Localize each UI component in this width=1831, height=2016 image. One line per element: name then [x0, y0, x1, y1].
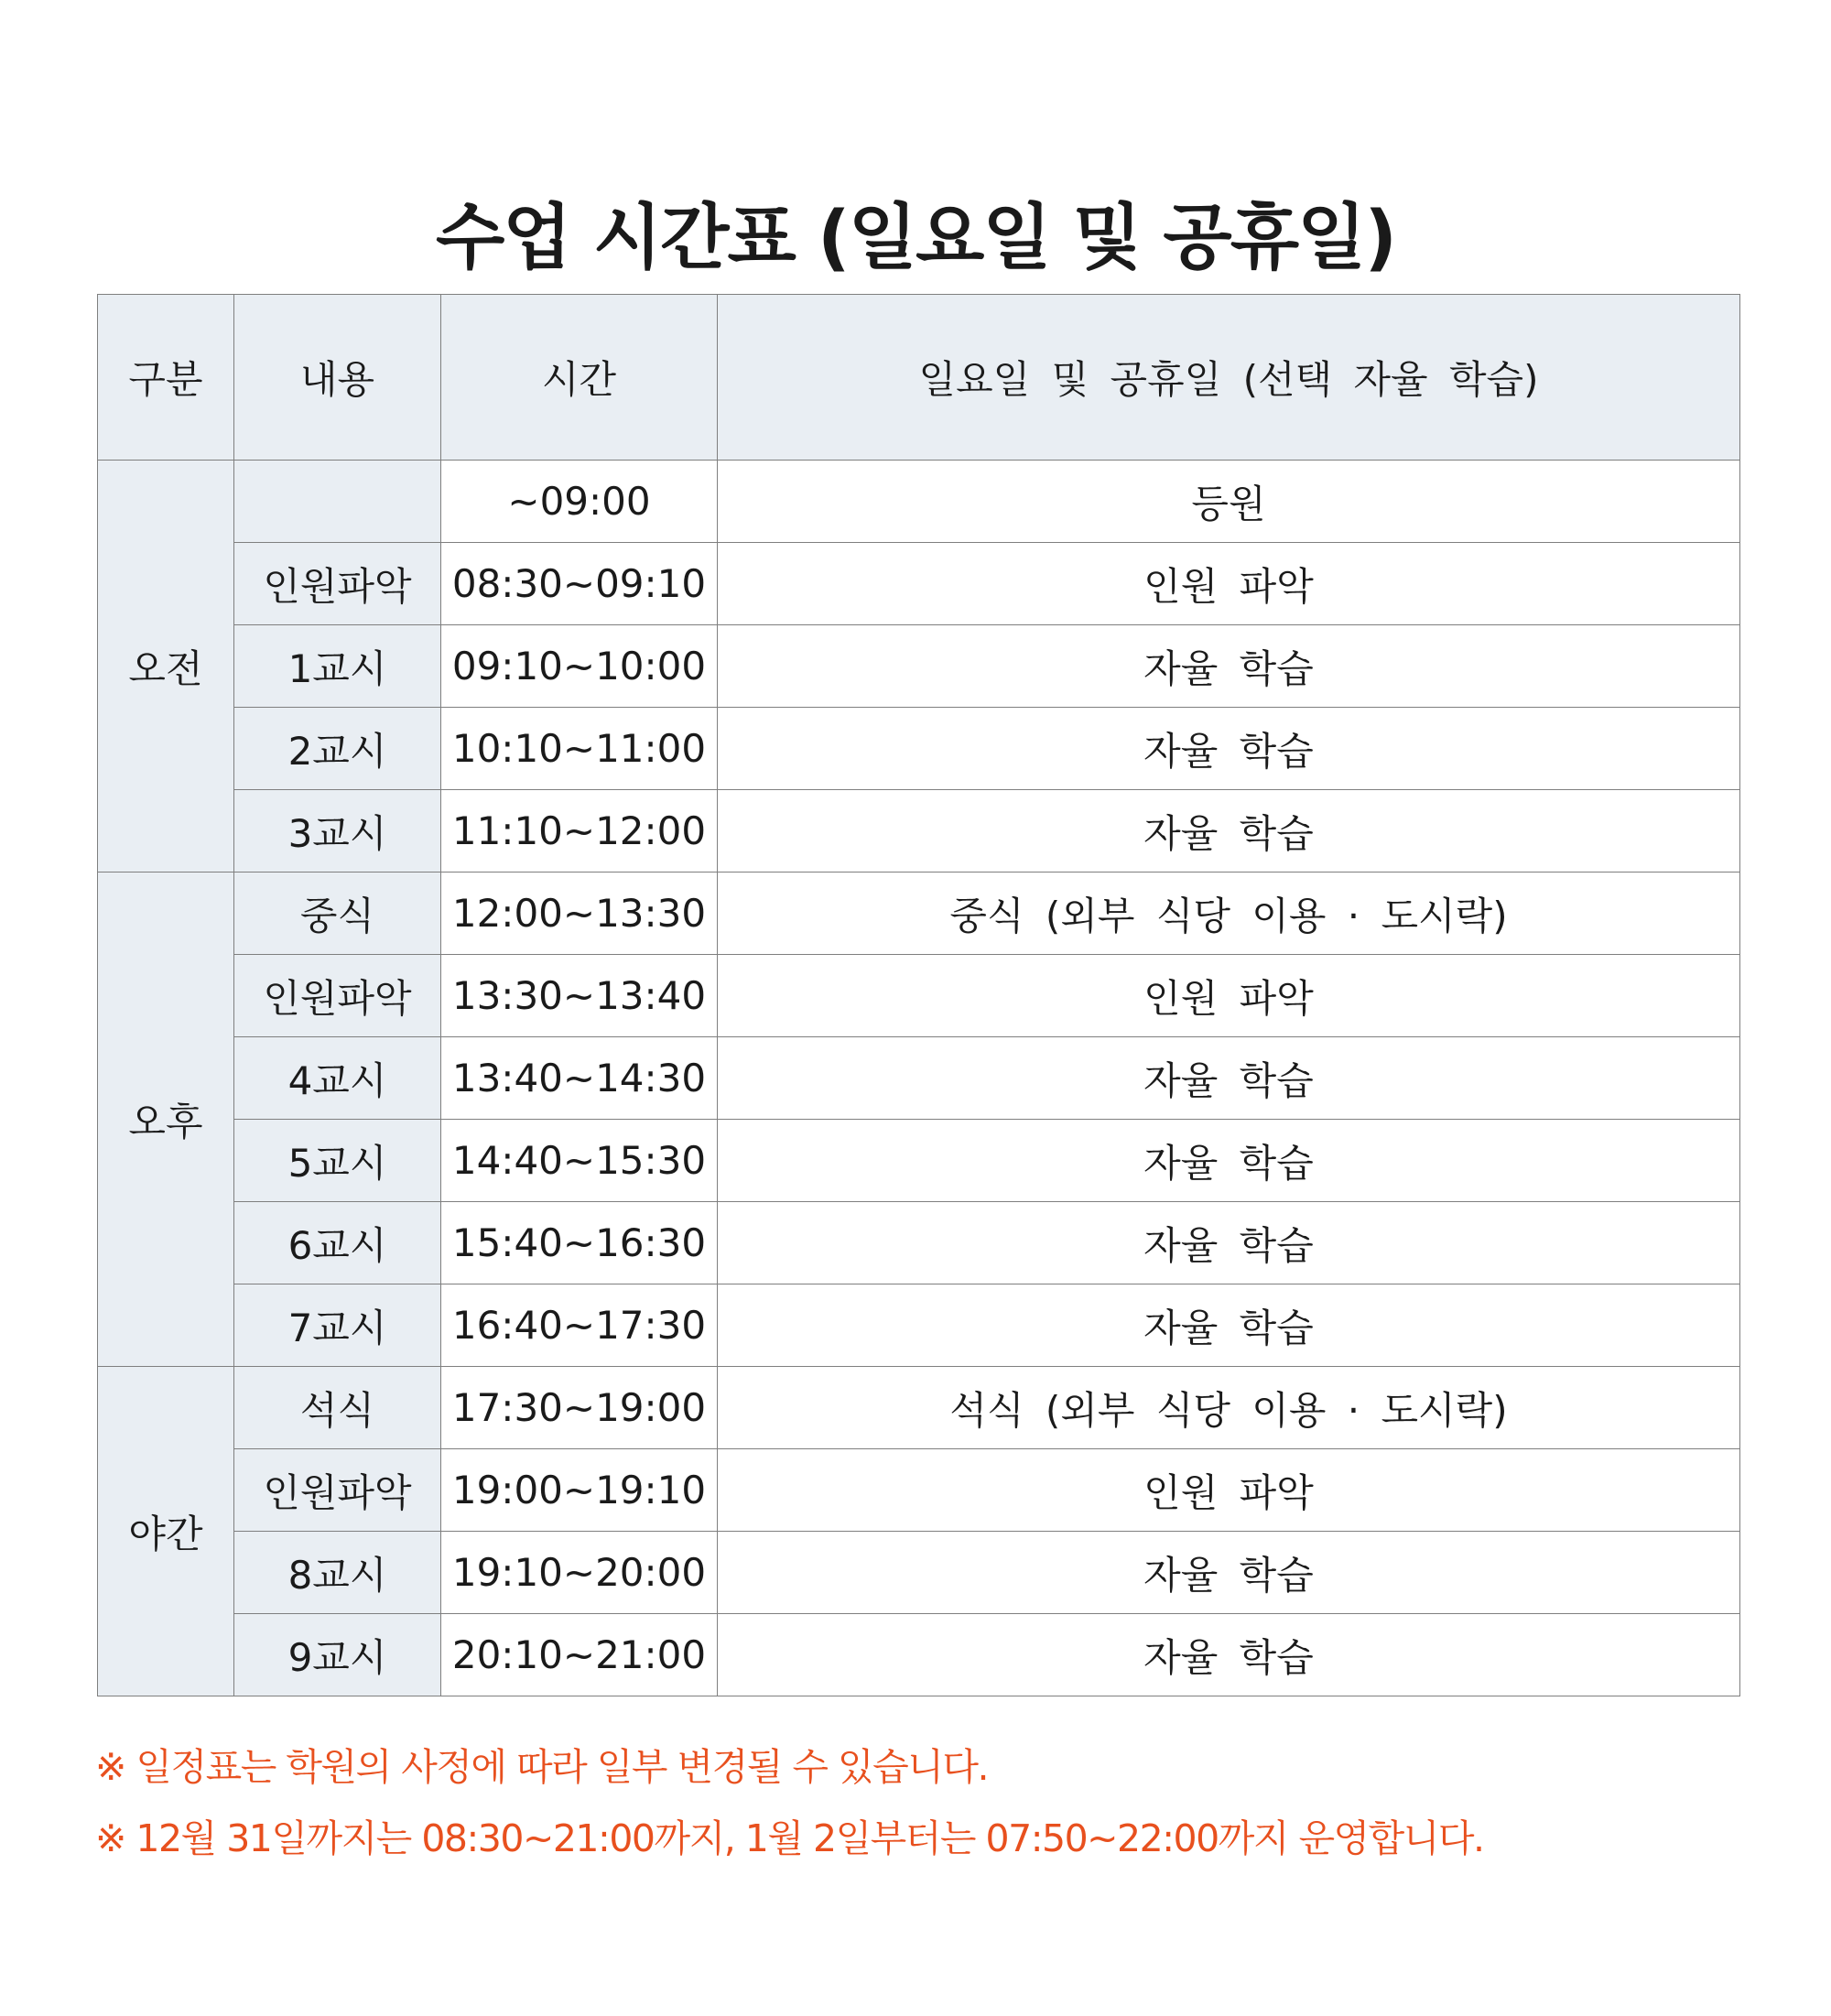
content-cell: 중식 — [234, 873, 441, 955]
time-cell: 19:00~19:10 — [441, 1449, 718, 1532]
table-row — [98, 1202, 1740, 1284]
time-cell: 08:30~09:10 — [441, 543, 718, 625]
content-cell: 1교시 — [234, 625, 441, 708]
content-cell: 석식 — [234, 1367, 441, 1449]
content-cell: 9교시 — [234, 1614, 441, 1696]
detail-cell: 인원 파악 — [718, 1449, 1740, 1532]
period-cell-afternoon: 오후 — [98, 873, 234, 1367]
time-cell: 17:30~19:00 — [441, 1367, 718, 1449]
content-cell: 인원파악 — [234, 1449, 441, 1532]
period-cell-evening: 야간 — [98, 1367, 234, 1696]
time-cell: 13:30~13:40 — [441, 955, 718, 1037]
detail-cell: 자율 학습 — [718, 708, 1740, 790]
content-cell — [234, 461, 441, 543]
detail-cell: 석식 (외부 식당 이용 · 도시락) — [718, 1367, 1740, 1449]
table-row — [98, 1367, 1740, 1449]
time-cell: 15:40~16:30 — [441, 1202, 718, 1284]
content-cell: 6교시 — [234, 1202, 441, 1284]
notes-section — [95, 1744, 1743, 1887]
content-cell: 7교시 — [234, 1284, 441, 1367]
detail-cell: 자율 학습 — [718, 1120, 1740, 1202]
table-row — [98, 708, 1740, 790]
detail-cell: 자율 학습 — [718, 1614, 1740, 1696]
note-schedule-change: ※ 일정표는 학원의 사정에 따라 일부 변경될 수 있습니다. — [95, 1745, 988, 1789]
table-row — [98, 1532, 1740, 1614]
time-cell: 10:10~11:00 — [441, 708, 718, 790]
header-detail: 일요일 및 공휴일 (선택 자율 학습) — [718, 295, 1740, 461]
content-cell: 2교시 — [234, 708, 441, 790]
note-operating-hours: ※ 12월 31일까지는 08:30~21:00까지, 1월 2일부터는 07:50~22:00까지 운영합니다. — [95, 1816, 1484, 1860]
table-row — [98, 873, 1740, 955]
detail-cell: 자율 학습 — [718, 1284, 1740, 1367]
time-cell: 13:40~14:30 — [441, 1037, 718, 1120]
detail-cell: 인원 파악 — [718, 543, 1740, 625]
time-cell: 12:00~13:30 — [441, 873, 718, 955]
table-row — [98, 955, 1740, 1037]
header-row — [98, 295, 1740, 461]
content-cell: 인원파악 — [234, 543, 441, 625]
table-row — [98, 1449, 1740, 1532]
detail-cell: 자율 학습 — [718, 1202, 1740, 1284]
time-cell: 19:10~20:00 — [441, 1532, 718, 1614]
table-row — [98, 1037, 1740, 1120]
content-cell: 3교시 — [234, 790, 441, 873]
time-cell: 09:10~10:00 — [441, 625, 718, 708]
header-period: 구분 — [98, 295, 234, 461]
table-row — [98, 1284, 1740, 1367]
detail-cell: 자율 학습 — [718, 1037, 1740, 1120]
content-cell: 인원파악 — [234, 955, 441, 1037]
detail-cell: 자율 학습 — [718, 1532, 1740, 1614]
time-cell: 14:40~15:30 — [441, 1120, 718, 1202]
header-content: 내용 — [234, 295, 441, 461]
table-row — [98, 625, 1740, 708]
table-row — [98, 790, 1740, 873]
table-row — [98, 1120, 1740, 1202]
period-cell-morning: 오전 — [98, 461, 234, 873]
schedule-table — [97, 294, 1740, 1696]
time-cell: ~09:00 — [441, 461, 718, 543]
table-row — [98, 543, 1740, 625]
content-cell: 8교시 — [234, 1532, 441, 1614]
detail-cell: 인원 파악 — [718, 955, 1740, 1037]
table-row — [98, 1614, 1740, 1696]
detail-cell: 중식 (외부 식당 이용 · 도시락) — [718, 873, 1740, 955]
header-time: 시간 — [441, 295, 718, 461]
table-header — [98, 295, 1740, 461]
time-cell: 16:40~17:30 — [441, 1284, 718, 1367]
detail-cell: 자율 학습 — [718, 625, 1740, 708]
detail-cell: 자율 학습 — [718, 790, 1740, 873]
content-cell: 5교시 — [234, 1120, 441, 1202]
table-row — [98, 461, 1740, 543]
time-cell: 20:10~21:00 — [441, 1614, 718, 1696]
page-title: 수업 시간표 (일요일 및 공휴일) — [435, 197, 1396, 280]
detail-cell: 등원 — [718, 461, 1740, 543]
table-body — [98, 461, 1740, 1696]
content-cell: 4교시 — [234, 1037, 441, 1120]
time-cell: 11:10~12:00 — [441, 790, 718, 873]
